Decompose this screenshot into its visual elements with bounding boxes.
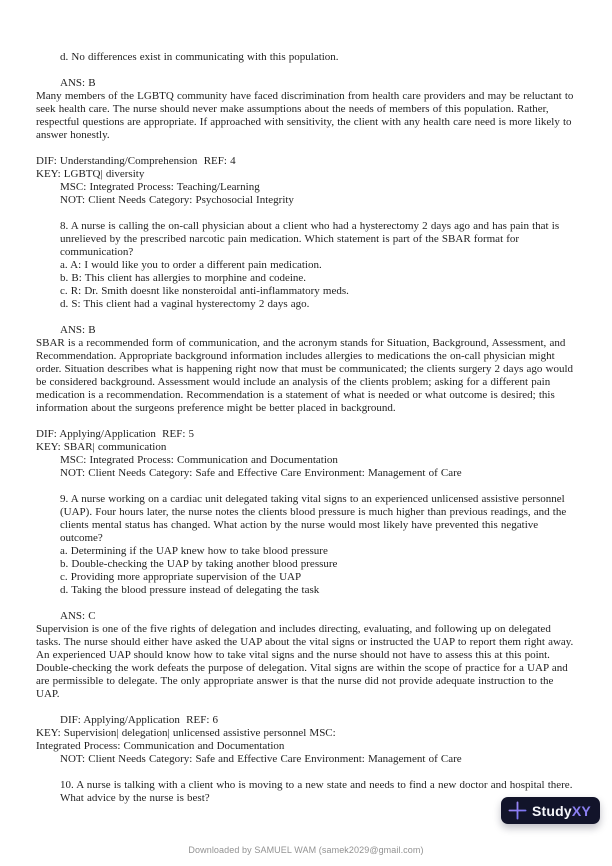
q9-option-a: a. Determining if the UAP knew how to take blood pressure — [60, 545, 328, 557]
brand-text — [532, 804, 591, 818]
q8-stem: 8. A nurse is calling the on-call physician about a client who had a hysterectomy 2 days ago and has pain that is unrelieved by the prescribed narcotic pain medication. Which statement is part of the SBAR format for communication? — [60, 220, 563, 258]
q9-answer: ANS: C — [60, 610, 96, 622]
q8-rationale: SBAR is a recommended form of communication, and the acronym stands for Situation, Background, Assessment, and Recommendation. Appropriate background information includes allergies to medications the on-call physician might order. Situation describes what is happening right now that must be communicated; the clients surgery 2 days ago would be considered background. Assessment would include an analysis of the clients problem; asking for a different pain medication is a recommendation. Recommendation is a statement of what is needed or what outcome is desired; this information about the surgeons preference might be better placed in background. — [36, 337, 577, 414]
q9-option-b: b. Double-checking the UAP by taking another blood pressure — [60, 558, 338, 570]
q8-option-c: c. R: Dr. Smith doesnt like nonsteroidal anti-inflammatory meds. — [60, 285, 349, 297]
studyxy-watermark[interactable] — [501, 797, 600, 824]
q9-not: NOT: Client Needs Category: Safe and Effective Care Environment: Management of Care — [60, 753, 462, 765]
q8-key: KEY: SBAR| communication — [36, 441, 167, 453]
q8-option-d: d. S: This client had a vaginal hysterectomy 2 days ago. — [60, 298, 310, 310]
q7-option-d: d. No differences exist in communicating with this population. — [60, 51, 339, 63]
q9-key: KEY: Supervision| delegation| unlicensed assistive personnel MSC: — [36, 727, 336, 739]
q9-dif-ref: DIF: Applying/Application REF: 6 — [60, 714, 219, 726]
q9-option-d: d. Taking the blood pressure instead of delegating the task — [60, 584, 320, 596]
q9-option-c: c. Providing more appropriate supervision of the UAP — [60, 571, 302, 583]
q8-option-b: b. B: This client has allergies to morphine and codeine. — [60, 272, 307, 284]
q8-not: NOT: Client Needs Category: Safe and Effective Care Environment: Management of Care — [60, 467, 462, 479]
download-footer — [0, 844, 612, 857]
q8-msc: MSC: Integrated Process: Communication and Documentation — [60, 454, 338, 466]
q8-dif-ref: DIF: Applying/Application REF: 5 — [36, 428, 195, 440]
footer-text: Downloaded by SAMUEL WAM (samek2029@gmail.com) — [188, 845, 424, 855]
q7-dif-ref: DIF: Understanding/Comprehension REF: 4 — [36, 155, 236, 167]
q9-key-continued: Integrated Process: Communication and Documentation — [36, 740, 285, 752]
q7-msc: MSC: Integrated Process: Teaching/Learning — [60, 181, 260, 193]
brand-suffix: XY — [571, 802, 591, 819]
q8-answer: ANS: B — [60, 324, 96, 336]
q9-rationale: Supervision is one of the five rights of delegation and includes directing, evaluating, and following up on delegated tasks. The nurse should either have asked the UAP about the vital signs or instructed the UAP to report them right away. An experienced UAP should know how to take vital signs and the nurse should not have to assess this at this point. Double-checking the work defeats the purpose of delegation. Vital signs are within the scope of practice for a UAP and are permissible to delegate. The only appropriate answer is that the nurse did not provide adequate instruction to the UAP. — [36, 623, 576, 700]
page-content — [36, 51, 577, 805]
q7-rationale: Many members of the LGBTQ community have faced discrimination from health care providers and may be reluctant to seek health care. The nurse should never make assumptions about the needs of members of this population. Rather, respectful questions are appropriate. If approached with sensitivity, the client with any health care need is more likely to answer honestly. — [36, 90, 577, 141]
q8-option-a: a. A: I would like you to order a different pain medication. — [60, 259, 322, 271]
q7-not: NOT: Client Needs Category: Psychosocial Integrity — [60, 194, 294, 206]
plus-icon — [508, 801, 527, 820]
q7-key: KEY: LGBTQ| diversity — [36, 168, 145, 180]
q10-stem: 10. A nurse is talking with a client who is moving to a new state and needs to find a new doctor and hospital there. What advice by the nurse is best? — [60, 779, 576, 804]
brand-prefix: Study — [532, 802, 572, 819]
q9-stem: 9. A nurse working on a cardiac unit delegated taking vital signs to an experienced unlicensed assistive personnel (UAP). Four hours later, the nurse notes the clients blood pressure is much higher than previous readings, and the clients mental status has changed. What action by the nurse would most likely have prevented this negative outcome? — [60, 493, 570, 544]
q7-answer: ANS: B — [60, 77, 96, 89]
